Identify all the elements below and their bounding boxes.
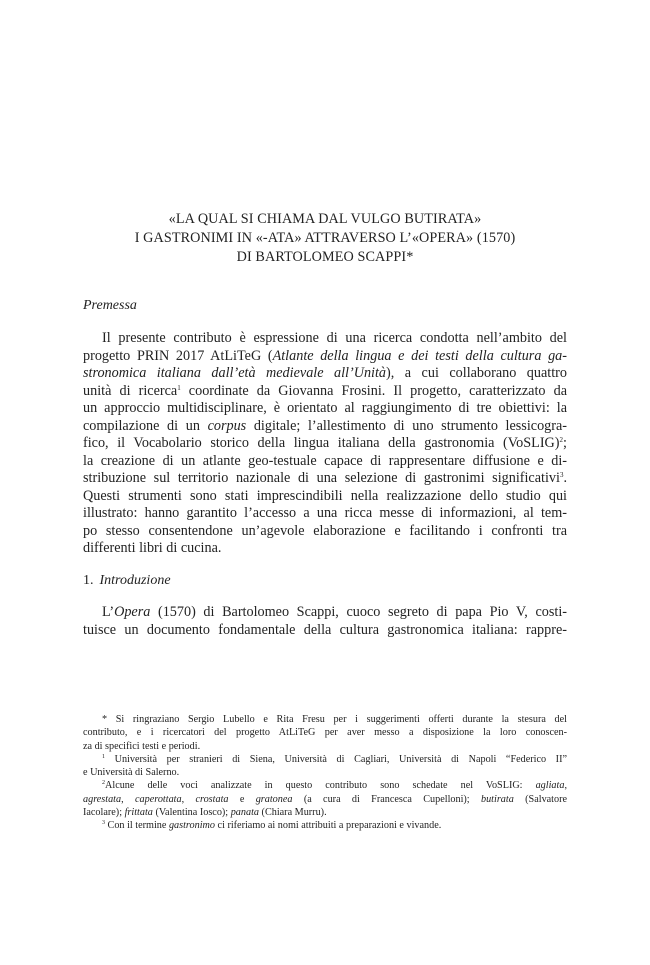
section-heading-premessa: Premessa [83, 298, 137, 313]
text-line: illustrato: hanno garantito l’accesso a una ricca messe di informazioni, al tem- [83, 505, 567, 521]
title-line-1: «LA QUAL SI CHIAMA DAL VULGO BUTIRATA» [168, 211, 482, 227]
footnote-3: $^3$ Con il termine gastronimo ci riferiamo ai nomi attribuiti a preparazioni e vivande. [102, 820, 442, 832]
footnote-2: $^2$Alcune delle voci analizzate in questo contributo sono schedate nel VoSLIG: agliata, [102, 780, 567, 792]
footnote-ref-1[interactable]: 1 [177, 383, 181, 392]
footnote-line: contributo, e i ricercatori del progetto AtLiTeG per aver messo a disposizione la loro conoscen- [83, 727, 567, 739]
text-line: stronomica italiana dall’età medievale all’Unità), a cui collaborano quattro [83, 365, 567, 381]
footnote-star: * Si ringraziano Sergio Lubello e Rita Fresu per i suggerimenti offerti durante la stesura del [102, 714, 567, 725]
text-line: Il presente contributo è espressione di una ricerca condotta nell’ambito del [102, 330, 567, 346]
footnote-ref-2[interactable]: 2 [559, 436, 564, 444]
footnote-line: e Università di Salerno. [83, 767, 180, 779]
text-line: unità di ricerca$^1$ coordinate da Giovanna Frosini. Il progetto, caratterizzato da [83, 382, 568, 399]
footnote-line: agrestata, caperottata, crostata e gratonea (a cura di Francesca Cupelloni); butirata (Salvatore [83, 793, 568, 805]
text-line: un approccio multidisciplinare, è orientato al raggiungimento di tre obiettivi: la [83, 400, 567, 416]
text-line: tuisce un documento fondamentale della cultura gastronomica italiana: rappre- [83, 621, 567, 638]
text-line: differenti libri di cucina. [83, 540, 222, 556]
text-line: stribuzione sul territorio nazionale di una selezione di gastronimi significativi$^3$. [83, 470, 567, 486]
text-line: compilazione di un corpus digitale; l’allestimento di uno strumento lessicogra- [83, 417, 568, 434]
section-heading-introduzione: 1. Introduzione [83, 573, 171, 588]
title-line-2: I GASTRONIMI IN «-ATA» ATTRAVERSO L’«OPERA» (1570) [134, 230, 516, 246]
text-line: L’Opera (1570) di Bartolomeo Scappi, cuoco segreto di papa Pio V, costi- [102, 604, 567, 620]
premessa-paragraph [83, 330, 567, 558]
article-title [83, 210, 567, 267]
footnote-line: Iacolare); frittata (Valentina Iosco); panata (Chiara Murru). [83, 807, 327, 819]
text-line: po stesso consentendone un’agevole elaborazione e facilitando i confronti tra [83, 522, 567, 539]
text-line: fico, il Vocabolario storico della lingua italiana della gastronomia (VoSLIG)$^2$; [83, 435, 567, 451]
title-line-3: DI BARTOLOMEO SCAPPI* [236, 249, 414, 265]
footnote-1: $^1$ Università per stranieri di Siena, Università di Cagliari, Università di Napoli “Federico II” [102, 753, 567, 765]
section-number: 1. [83, 573, 94, 588]
footnotes [83, 713, 567, 833]
footnote-line: za di specifici testi e periodi. [83, 740, 201, 752]
text-line: Questi strumenti sono stati imprescindibili nella realizzazione dello studio qui [83, 487, 567, 504]
text-line: la creazione di un atlante geo-testuale capace di rappresentare diffusione e di- [83, 452, 567, 469]
atlas-title-italic: Atlante della lingua e dei testi della cultura ga- [272, 347, 567, 364]
introduzione-paragraph [83, 604, 567, 639]
text-line: progetto PRIN 2017 AtLiTeG (Atlante della lingua e dei testi della cultura ga- [83, 347, 567, 364]
footnote-ref-3[interactable]: 3 [559, 471, 564, 479]
